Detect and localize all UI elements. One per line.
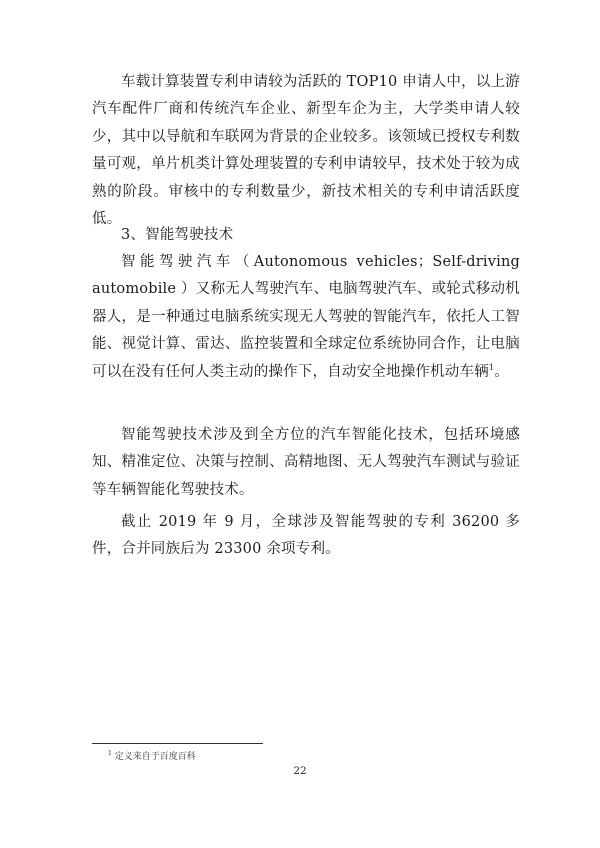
paragraph-text: 智能驾驶技术涉及到全方位的汽车智能化技术，包括环境感知、精准定位、决策与控制、高精地图、无人驾驶汽车测试与验证等车辆智能化驾驶技术。: [92, 427, 520, 498]
footnote: [108, 751, 196, 763]
paragraph-technology-scope: [92, 422, 520, 504]
page-number: 22: [293, 765, 307, 777]
footnote-reference[interactable]: 1: [488, 362, 495, 372]
footnote-mark: 1: [108, 750, 112, 757]
definition-end: 。: [494, 363, 509, 380]
definition-text: 智能驾驶汽车（Autonomous vehicles；Self-driving automobile ）又称无人驾驶汽车、电脑驾驶汽车、或轮式移动机器人，是一种通过电脑系统实现无人驾驶的智能汽车，依托人工智能、视觉计算、雷达、监控装置和全球定位系统协同合作，让电脑可以在没有任何人类主动的操作下，自动安全地操作机动车辆: [92, 254, 520, 380]
heading-text: 3、智能驾驶技术: [121, 227, 234, 243]
paragraph-text: [92, 249, 520, 386]
footnote-text: 定义来自于百度百科: [114, 752, 196, 762]
section-heading-autonomous-driving: [92, 222, 520, 249]
footnote-divider: [92, 743, 263, 744]
paragraph-text: 截止 2019 年 9 月，全球涉及智能驾驶的专利 36200 多件，合并同族后为 23300 余项专利。: [92, 514, 520, 558]
paragraph-patent-count: [92, 509, 520, 564]
paragraph-text: 车载计算装置专利申请较为活跃的 TOP10 申请人中，以上游汽车配件厂商和传统汽车企业、新型车企为主，大学类申请人较少，其中以导航和车联网为背景的企业较多。该领域已授权专利数量可观，单片机类计算处理装置的专利申请较早，技术处于较为成熟的阶段。审核中的专利数量少，新技术相关的专利申请活跃度低。: [92, 74, 520, 228]
paragraph-vehicle-computing-summary: [92, 69, 520, 233]
paragraph-autonomous-definition: [92, 249, 520, 386]
